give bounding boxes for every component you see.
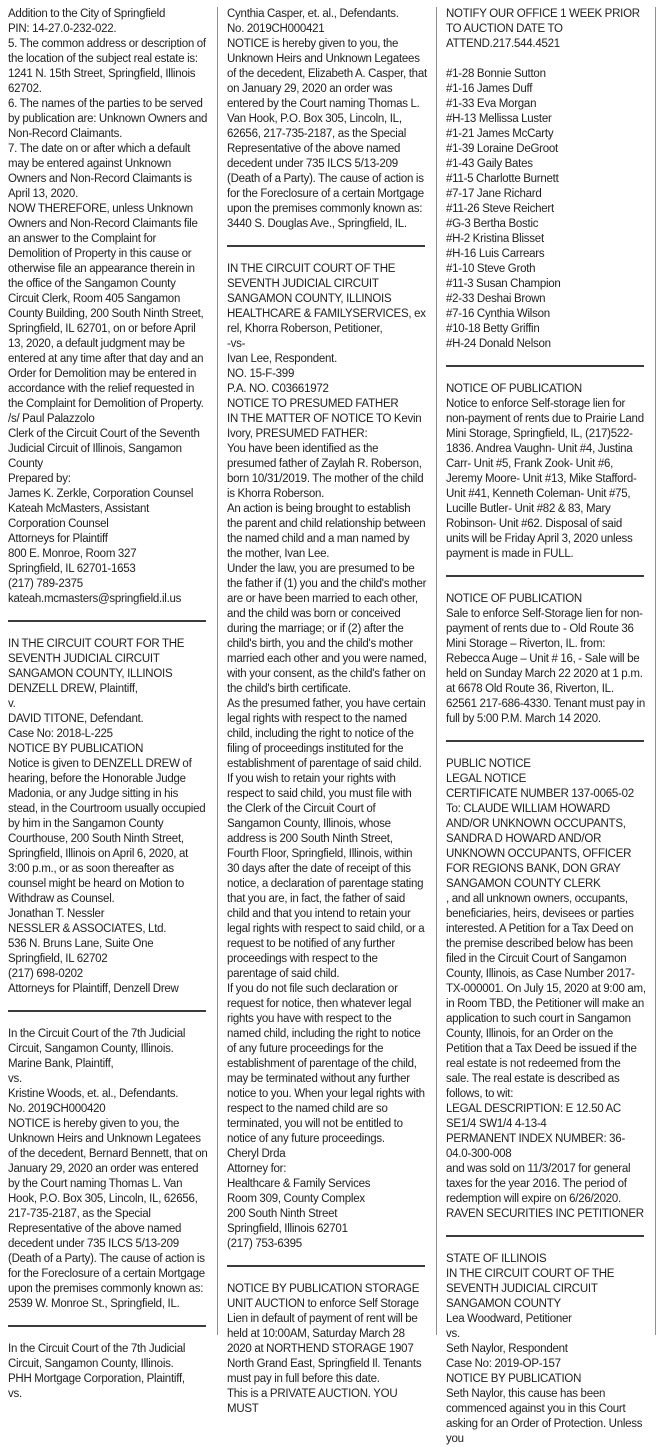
- notice-paragraph: NO. 15-F-399: [227, 368, 295, 380]
- notice-paragraph: /s/ Paul Palazzolo: [8, 413, 95, 425]
- notice-paragraph: #1-21 James McCarty: [446, 128, 554, 140]
- notice-paragraph: vs.: [446, 1328, 460, 1340]
- notice-paragraph: Springfield, IL 62701-1653: [8, 563, 136, 575]
- notice-paragraph: Healthcare & Family Services: [227, 1178, 371, 1190]
- notice-paragraph: (217) 789-2375: [8, 578, 83, 590]
- notice-order-of-protection: [446, 1252, 646, 1447]
- notice-paragraph: NOTICE BY PUBLICATION: [446, 1373, 582, 1385]
- notice-divider: [227, 1265, 425, 1267]
- notice-paragraph: Lea Woodward, Petitioner: [446, 1313, 572, 1325]
- notice-paragraph: NOTICE is hereby given to you, the Unknown Heirs and Unknown Legatees of the decedent, Elizabeth A. Casper, that on January 29, 2020 an order was entered by the Court naming Thomas L. Van Hook, P.O. Box 305, Lincoln, IL, 62656, 217-735-2187, as the Special Representative of the above named decedent under 735 ILCS 5/13-209 (Death of a Party). The cause of action is for the Foreclosure of a certain Mortgage upon the premises commonly known as: 3440 S. Douglas Ave., Springfield, IL.: [227, 38, 427, 230]
- auction-notify-contact: [446, 7, 646, 52]
- notice-paragraph: PUBLIC NOTICE: [446, 758, 531, 770]
- notice-paragraph: Attorneys for Plaintiff, Denzell Drew: [8, 983, 179, 995]
- notice-paragraph: Attorney for:: [227, 1163, 287, 1175]
- notice-paragraph: HEALTHCARE & FAMILYSERVICES, ex rel, Khorra Roberson, Petitioner,: [227, 308, 426, 335]
- notice-paragraph: vs.: [8, 1073, 22, 1085]
- notice-paragraph: PIN: 14-27.0-232-022.: [8, 23, 117, 35]
- notice-paragraph: NOTIFY OUR OFFICE 1 WEEK PRIOR TO AUCTION DATE TO ATTEND.217.544.4521: [446, 8, 640, 50]
- notice-paragraph: Case No: 2018-L-225: [8, 728, 113, 740]
- notice-divider: [446, 1235, 644, 1237]
- notice-divider: [8, 1010, 206, 1012]
- notice-presumed-father: [227, 262, 427, 1252]
- notice-paragraph: #G-3 Bertha Bostic: [446, 218, 539, 230]
- notice-paragraph: NOTICE is hereby given to you, the Unknown Heirs and Unknown Legatees of the decedent, Bernard Bennett, that on January 29, 2020 an order was entered by the Court naming Thomas L. Van Hook, P.O. Box 305, Lincoln, IL, 62656, 217-735-2187, as the Special Representative of the above named decedent under 735 ILCS 5/13-209 (Death of a Party). The cause of action is for the Foreclosure of a certain Mortgage upon the premises commonly known as: 2539 W. Monroe St., Springfield, IL.: [8, 1118, 208, 1310]
- notice-paragraph: NESSLER & ASSOCIATES, Ltd.: [8, 923, 167, 935]
- notice-paragraph: 800 E. Monroe, Room 327: [8, 548, 137, 560]
- column-1: [8, 7, 217, 1400]
- notice-paragraph: IN THE CIRCUIT COURT OF THE SEVENTH JUDICIAL CIRCUIT: [446, 1268, 615, 1295]
- notice-paragraph: You have been identified as the presumed father of Zaylah R. Roberson, born 10/31/2019. The mother of the child is Khorra Roberson.: [227, 443, 424, 500]
- notice-paragraph: #11-5 Charlotte Burnett: [446, 173, 559, 185]
- notice-paragraph: Prepared by:: [8, 473, 71, 485]
- notice-paragraph: and was sold on 11/3/2017 for general taxes for the year 2016. The period of redemption will expire on 6/26/2020.: [446, 1163, 631, 1205]
- notice-divider: [227, 245, 425, 247]
- notice-paragraph: LEGAL NOTICE: [446, 773, 527, 785]
- notice-paragraph: STATE OF ILLINOIS: [446, 1253, 547, 1265]
- notice-paragraph: As the presumed father, you have certain legal rights with respect to the named child, including the right to notice of the filing of proceedings instituted for the establishment of parentage of said child. If you wish to retain your rights with respect to said child, you must file with the Clerk of the Circuit Court of Sangamon County, Illinois, whose address is 200 South Ninth Street, Fourth Floor, Springfield, Illinois, within 30 days after the date of receipt of this notice, a declaration of parentage stating that you are, in fact, the father of said child and that you intend to retain your legal rights with respect to said child, or a request to be notified of any further proceedings with respect to the parentage of said child.: [227, 698, 426, 980]
- notice-paragraph: SANGAMON COUNTY: [446, 1298, 561, 1310]
- notice-paragraph: NOTICE OF PUBLICATION: [446, 593, 582, 605]
- notice-paragraph: Springfield, Illinois 62701: [227, 1223, 348, 1235]
- notice-paragraph: DAVID TITONE, Defendant.: [8, 713, 144, 725]
- column-3: [437, 7, 655, 1445]
- notice-paragraph: #H-13 Mellissa Luster: [446, 113, 552, 125]
- notice-paragraph: Cheryl Drda: [227, 1148, 286, 1160]
- notice-divider: [8, 1325, 206, 1327]
- notice-divider: [446, 365, 644, 367]
- notice-paragraph: Cynthia Casper, et. al., Defendants.: [227, 8, 399, 20]
- notice-paragraph: Seth Naylor, this cause has been commenced against you in this Court asking for an Order of Protection. Unless you: [446, 1388, 643, 1445]
- notice-paragraph: #1-39 Loraine DeGroot: [446, 143, 558, 155]
- notice-paragraph: PHH Mortgage Corporation, Plaintiff,: [8, 1373, 185, 1385]
- notice-drew-v-titone: [8, 637, 208, 997]
- notice-paragraph: 7. The date on or after which a default may be entered against Unknown Owners and Non-Record Claimants is April 13, 2020.: [8, 143, 192, 200]
- notice-paragraph: Attorneys for Plaintiff: [8, 533, 108, 545]
- notice-paragraph: #7-17 Jane Richard: [446, 188, 542, 200]
- auction-unit-list: [446, 67, 646, 352]
- notice-paragraph: #11-26 Steve Reichert: [446, 203, 554, 215]
- notice-paragraph: #H-24 Donald Nelson: [446, 338, 551, 350]
- notice-paragraph: Case No: 2019-OP-157: [446, 1358, 561, 1370]
- notice-divider: [446, 575, 644, 577]
- notice-paragraph: LEGAL DESCRIPTION: E 12.50 AC SE1/4 SW1/4 4-13-4: [446, 1103, 621, 1130]
- notice-paragraph: Marine Bank, Plaintiff,: [8, 1058, 114, 1070]
- notice-paragraph: NOTICE BY PUBLICATION: [8, 743, 144, 755]
- notice-old-route-36-storage: [446, 592, 646, 727]
- notice-paragraph: -vs-: [227, 338, 246, 350]
- notice-demolition-complaint: [8, 7, 208, 607]
- notice-paragraph: NOTICE BY PUBLICATION STORAGE UNIT AUCTION to enforce Self Storage Lien in default of payment of rent will be held at 10:00AM, Saturday March 28 2020 at NORTHEND STORAGE 1907 North Grand East, Springfield Il. Tenants must pay in full before this date.: [227, 1283, 422, 1385]
- notice-paragraph: An action is being brought to establish the parent and child relationship between the named child and a man named by the mother, Ivan Lee.: [227, 503, 426, 560]
- notice-paragraph: 536 N. Bruns Lane, Suite One: [8, 938, 154, 950]
- notice-paragraph: #10-18 Betty Griffin: [446, 323, 540, 335]
- notice-paragraph: #1-16 James Duff: [446, 83, 533, 95]
- notice-paragraph: Notice is given to DENZELL DREW of hearing, before the Honorable Judge Madonia, or any Judge sitting in his stead, in the Courtroom usually occupied by him in the Sangamon County Courthouse, 200 South Ninth Street, Springfield, Illinois on April 6, 2020, at 3:00 p.m., or as soon thereafter as counsel might be heard on Motion to Withdraw as Counsel.: [8, 758, 206, 905]
- notice-paragraph: #1-43 Gaily Bates: [446, 158, 533, 170]
- notice-paragraph: v.: [8, 698, 16, 710]
- notice-paragraph: NOW THEREFORE, unless Unknown Owners and Non-Record Claimants file an answer to the Complaint for Demolition of Property in this cause or otherwise file an appearance therein in the office of the Sangamon County Circuit Clerk, Room 405 Sangamon County Building, 200 South Ninth Street, Springfield, IL 62701, on or before April 13, 2020, a default judgment may be entered at any time after that day and an Order for Demolition may be entered in accordance with the relief requested in the Complaint for Demolition of Property.: [8, 203, 204, 410]
- notice-paragraph: Ivan Lee, Respondent.: [227, 353, 338, 365]
- notice-paragraph: NOTICE TO PRESUMED FATHER: [227, 398, 399, 410]
- notice-paragraph: Clerk of the Circuit Court of the Seventh Judicial Circuit of Illinois, Sangamon County: [8, 428, 200, 470]
- notice-paragraph: IN THE MATTER OF NOTICE TO Kevin Ivory, PRESUMED FATHER:: [227, 413, 422, 440]
- notice-divider: [446, 740, 644, 742]
- notice-paragraph: #1-33 Eva Morgan: [446, 98, 537, 110]
- notice-paragraph: IN THE CIRCUIT COURT FOR THE SEVENTH JUDICIAL CIRCUIT SANGAMON COUNTY, ILLINOIS: [8, 638, 185, 680]
- notice-paragraph: vs.: [8, 1388, 22, 1400]
- notice-paragraph: #2-33 Deshai Brown: [446, 293, 546, 305]
- notice-marine-bank-v-woods: [8, 1027, 208, 1312]
- notice-paragraph: Under the law, you are presumed to be the father if (1) you and the child's mother are or have been married to each other, and the child was born or conceived during the marriage; or if (2) after the child's birth, you and the child's mother married each other and you were named, with your consent, as the child's father on the child's birth certificate.: [227, 563, 427, 695]
- notice-prairie-land-storage: [446, 382, 646, 562]
- notice-paragraph: #11-3 Susan Champion: [446, 278, 561, 290]
- notice-paragraph: (217) 698-0202: [8, 968, 83, 980]
- notice-phh-mortgage: [8, 1342, 208, 1402]
- notice-paragraph: (217) 753-6395: [227, 1238, 302, 1250]
- notice-paragraph: IN THE CIRCUIT COURT OF THE SEVENTH JUDICIAL CIRCUIT SANGAMON COUNTY, ILLINOIS: [227, 263, 396, 305]
- notice-paragraph: #1-28 Bonnie Sutton: [446, 68, 546, 80]
- notice-paragraph: #7-16 Cynthia Wilson: [446, 308, 550, 320]
- notice-paragraph: Jonathan T. Nessler: [8, 908, 105, 920]
- notice-divider: [8, 620, 206, 622]
- notice-paragraph: Notice to enforce Self-storage lien for non-payment of rents due to Prairie Land Mini Storage, Springfield, IL, (217)522-1836. Andrea Vaughn- Unit #4, Justina Carr- Unit #5, Frank Zook- Unit #6, Jeremy Moore- Unit #13, Mike Stafford- Unit #41, Kenneth Coleman- Unit #75, Lucille Butler- Unit #82 & 83, Mary Robinson- Unit #62. Disposal of said units will be Friday April 3, 2020 unless payment is made in FULL.: [446, 398, 644, 560]
- notice-paragraph: Addition to the City of Springfield: [8, 8, 166, 20]
- notice-paragraph: Seth Naylor, Respondent: [446, 1343, 568, 1355]
- notice-paragraph: CERTIFICATE NUMBER 137-0065-02: [446, 788, 634, 800]
- notice-paragraph: To: CLAUDE WILLIAM HOWARD AND/OR UNKNOWN OCCUPANTS, SANDRA D HOWARD AND/OR UNKNOWN OCCUPANTS, OFFICER FOR REGIONS BANK, DON GRAY SANGAMON COUNTY CLERK: [446, 803, 632, 890]
- notice-paragraph: This is a PRIVATE AUCTION. YOU MUST: [227, 1388, 398, 1415]
- notice-paragraph: In the Circuit Court of the 7th Judicial Circuit, Sangamon County, Illinois.: [8, 1343, 186, 1370]
- notice-paragraph: Sale to enforce Self-Storage lien for non-payment of rents due to - Old Route 36 Mini Storage – Riverton, IL. from: Rebecca Auge – Unit # 16, - Sale will be held on Sunday March 22 2020 at 1 p.m. at 6678 Old Route 36, Riverton, IL. 62561 217-686-4330. Tenant must pay in full by 5:00 P.M. March 14 2020.: [446, 608, 645, 725]
- notice-tax-deed-petition: [446, 757, 646, 1222]
- notice-paragraph: Kateah McMasters, Assistant Corporation Counsel: [8, 503, 150, 530]
- column-rule: [655, 7, 656, 1335]
- notice-paragraph: , and all unknown owners, occupants, beneficiaries, heirs, devisees or parties interested. A Petition for a Tax Deed on the premise described below has been filed in the Circuit Court of Sangamon County, Illinois, as Case Number 2017-TX-000001. On July 15, 2020 at 9:00 am, in Room TBD, the Petitioner will make an application to such court in Sangamon County, Illinois, for an Order on the Petition that a Tax Deed be issued if the real estate is not redeemed from the sale. The real estate is described as follows, to wit:: [446, 893, 646, 1100]
- notice-paragraph: Kristine Woods, et. al., Defendants.: [8, 1088, 179, 1100]
- notice-paragraph: No. 2019CH000421: [227, 23, 325, 35]
- notice-paragraph: 6. The names of the parties to be served by publication are: Unknown Owners and Non-Record Claimants.: [8, 98, 208, 140]
- notice-paragraph: #H-16 Luis Carrears: [446, 248, 545, 260]
- notice-paragraph: If you do not file such declaration or request for notice, then whatever legal rights you have with respect to the named child, including the right to notice of any future proceedings for the establishment of parentage of the child, may be terminated without any further notice to you. When your legal rights with respect to the named child are so terminated, you will not be entitled to notice of any future proceedings.: [227, 983, 425, 1145]
- column-2: [218, 7, 436, 1415]
- notice-paragraph: James K. Zerkle, Corporation Counsel: [8, 488, 194, 500]
- notice-paragraph: RAVEN SECURITIES INC PETITIONER: [446, 1208, 644, 1220]
- notice-paragraph: 200 South Ninth Street: [227, 1208, 338, 1220]
- notice-paragraph: DENZELL DREW, Plaintiff,: [8, 683, 138, 695]
- notice-paragraph: Room 309, County Complex: [227, 1193, 365, 1205]
- notice-paragraph: P.A. NO. C03661972: [227, 383, 329, 395]
- notice-paragraph: kateah.mcmasters@springfield.il.us: [8, 593, 182, 605]
- notice-paragraph: 5. The common address or description of the location of the subject real estate is: 1241 N. 15th Street, Springfield, Illinois 62702.: [8, 38, 206, 95]
- notice-paragraph: In the Circuit Court of the 7th Judicial Circuit, Sangamon County, Illinois.: [8, 1028, 186, 1055]
- notice-paragraph: #H-2 Kristina Blisset: [446, 233, 544, 245]
- notice-paragraph: NOTICE OF PUBLICATION: [446, 383, 582, 395]
- notice-storage-unit-auction: [227, 1282, 427, 1417]
- notice-paragraph: Springfield, IL 62702: [8, 953, 108, 965]
- notice-paragraph: #1-10 Steve Groth: [446, 263, 536, 275]
- notice-paragraph: PERMANENT INDEX NUMBER: 36-04.0-300-008: [446, 1133, 626, 1160]
- notice-paragraph: No. 2019CH000420: [8, 1103, 106, 1115]
- notice-casper-foreclosure: [227, 7, 427, 232]
